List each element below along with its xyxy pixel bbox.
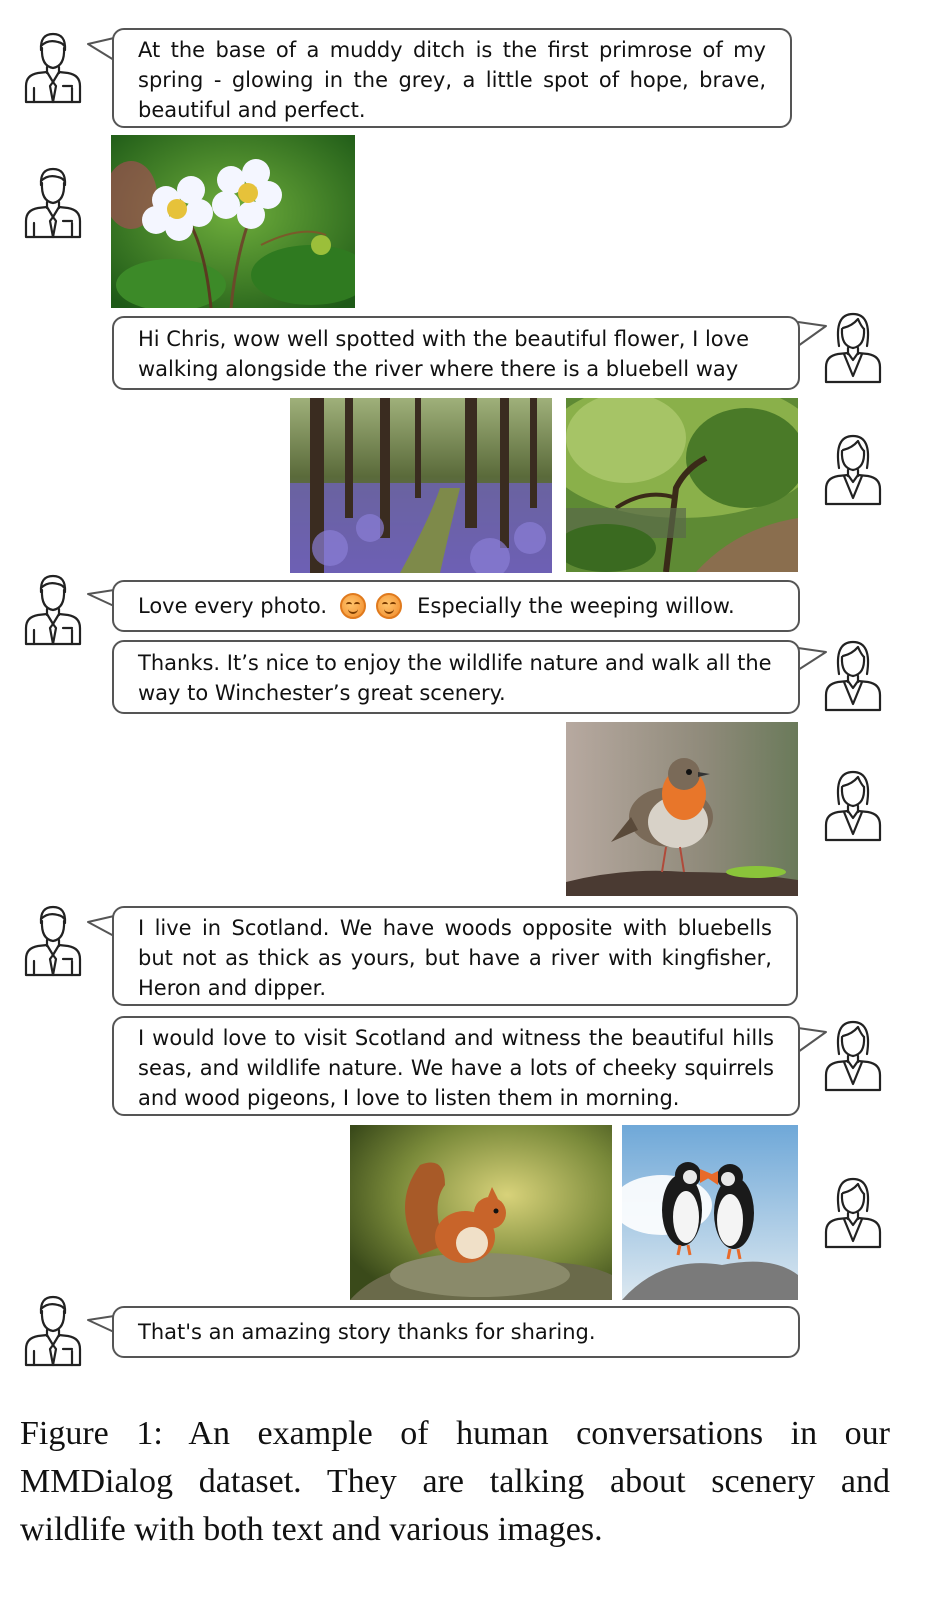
message-text: Love every photo. [138,594,328,618]
woman-avatar-icon [822,310,884,384]
flower-photo [111,135,355,308]
message-text: Especially the weeping willow. [417,594,735,618]
woman-avatar-icon [822,638,884,712]
message-line: Thanks. It’s nice to enjoy the wildlife nature and walk all the [138,651,772,675]
woman-avatar-icon [822,432,884,506]
puffins-photo [622,1125,798,1300]
man-avatar-icon [22,165,84,239]
bluebell-woods-photo [290,398,552,573]
weeping-willow-photo [566,398,798,572]
smiling-face-icon [376,593,402,619]
caption-line: MMDialog dataset. They are talking about scenery and [20,1463,890,1500]
woman-avatar-icon [822,1018,884,1092]
robin-photo [566,722,798,896]
message-line: spring - glowing in the grey, a little spot of hope, brave, [138,68,766,92]
message-bubble [112,316,800,390]
message-line: I live in Scotland. We have woods opposite with bluebells [138,916,772,940]
man-avatar-icon [22,572,84,646]
figure-caption [20,1410,890,1554]
message-line: way to Winchester’s great scenery. [138,681,506,705]
message-bubble [112,1306,800,1358]
man-avatar-icon [22,30,84,104]
message-line: At the base of a muddy ditch is the first primrose of my [138,38,766,62]
man-avatar-icon [22,903,84,977]
message-line: walking alongside the river where there is a bluebell way [138,357,739,381]
message-line: That's an amazing story thanks for sharing. [138,1320,596,1344]
message-bubble [112,640,800,714]
message-bubble [112,1016,800,1116]
man-avatar-icon [22,1293,84,1367]
caption-line: wildlife with both text and various images. [20,1511,603,1548]
squirrel-photo [350,1125,612,1300]
message-line: Heron and dipper. [138,976,327,1000]
message-bubble [112,580,800,632]
message-line: beautiful and perfect. [138,98,366,122]
message-line: I would love to visit Scotland and witness the beautiful hills [138,1026,774,1050]
message-line: seas, and wildlife nature. We have a lots of cheeky squirrels [138,1056,774,1080]
message-line: but not as thick as yours, but have a river with kingfisher, [138,946,772,970]
message-line: and wood pigeons, I love to listen them in morning. [138,1086,680,1110]
message-bubble [112,28,792,128]
woman-avatar-icon [822,1175,884,1249]
woman-avatar-icon [822,768,884,842]
message-line: Hi Chris, wow well spotted with the beautiful flower, I love [138,327,749,351]
smiling-face-icon [340,593,366,619]
message-bubble [112,906,798,1006]
caption-line: Figure 1: An example of human conversations in our [20,1415,890,1452]
